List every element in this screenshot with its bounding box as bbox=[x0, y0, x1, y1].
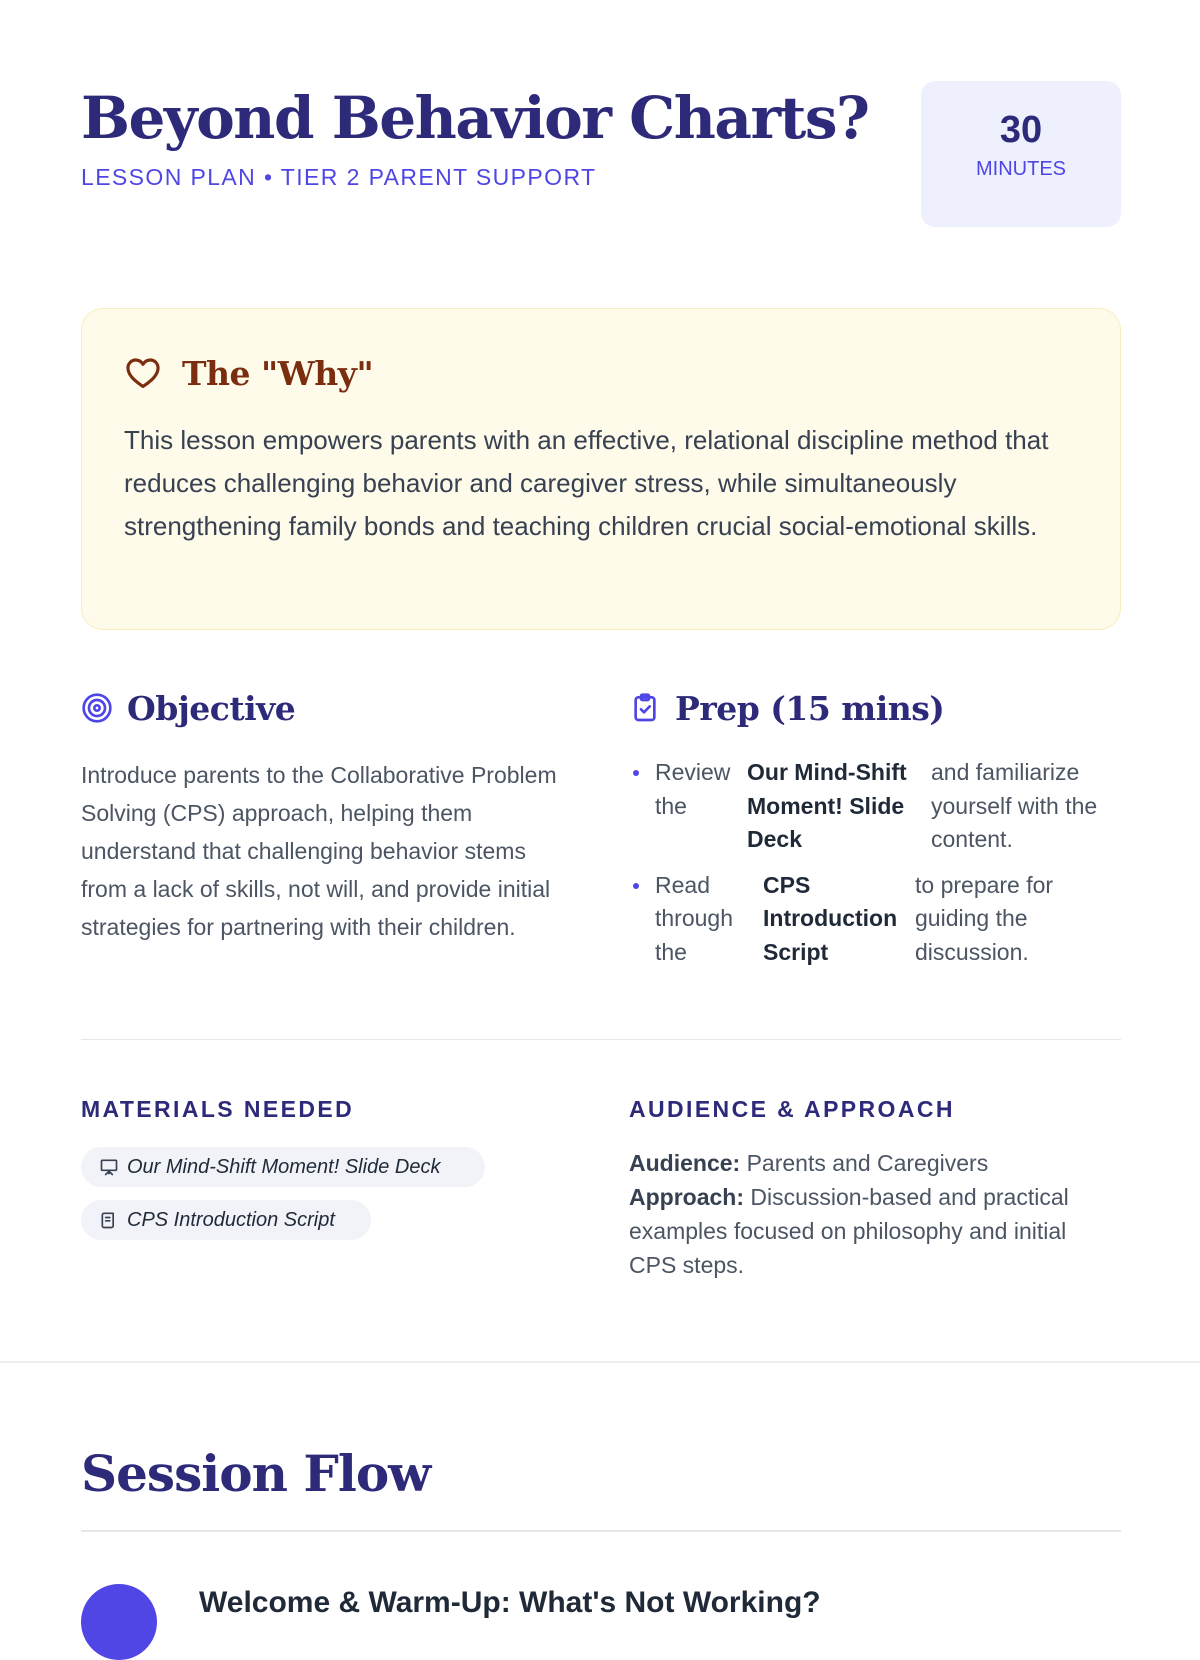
prep-list bbox=[629, 756, 1121, 981]
audience-line bbox=[629, 1146, 1119, 1180]
duration-badge bbox=[921, 81, 1121, 227]
prep-item-rest: and familiarize yourself with the content. bbox=[931, 759, 1098, 852]
duration-unit: MINUTES bbox=[976, 158, 1066, 180]
approach-key: Approach: bbox=[629, 1184, 744, 1210]
objective-title: Objective bbox=[127, 688, 296, 728]
section-divider bbox=[81, 1039, 1121, 1040]
prep-item-rest: to prepare for guiding the discussion. bbox=[915, 871, 1054, 965]
audience-value: Parents and Caregivers bbox=[746, 1150, 989, 1176]
prep-item bbox=[629, 869, 1121, 970]
page-subtitle: LESSON PLAN • TIER 2 PARENT SUPPORT bbox=[81, 164, 597, 190]
objective-body: Introduce parents to the Collaborative Problem Solving (CPS) approach, helping them understand that challenging behavior stems from a lack of skills, not will, and provide initial strategies for partnering with their children. bbox=[81, 762, 557, 940]
approach-value: Discussion-based and practical examples focused on philosophy and initial CPS steps. bbox=[629, 1184, 1069, 1278]
approach-line bbox=[629, 1180, 1119, 1282]
clipboard-check-icon bbox=[629, 692, 661, 724]
why-heading bbox=[124, 351, 373, 395]
objective-heading bbox=[81, 686, 295, 730]
page-section-rule bbox=[0, 1361, 1200, 1363]
header bbox=[81, 84, 1121, 234]
audience-key: Audience: bbox=[629, 1150, 741, 1176]
target-icon bbox=[81, 692, 113, 724]
material-label: CPS Introduction Script bbox=[127, 1208, 335, 1231]
why-body: This lesson empowers parents with an effective, relational discipline method that reduces challenging behavior and caregiver stress, while simultaneously strengthening family bonds and teaching children crucial social-emotional skills. bbox=[124, 425, 1049, 541]
material-label: Our Mind-Shift Moment! Slide Deck bbox=[127, 1155, 441, 1178]
prep-heading bbox=[629, 686, 944, 730]
why-callout bbox=[81, 308, 1121, 630]
prep-item-resource: CPS Introduction Script bbox=[763, 871, 898, 965]
session-flow-divider bbox=[81, 1530, 1121, 1532]
step-title: Welcome & Warm-Up: What's Not Working? bbox=[199, 1586, 821, 1619]
why-title: The "Why" bbox=[182, 353, 374, 393]
prep-item-lead: Read through the bbox=[655, 871, 734, 965]
prep-item bbox=[629, 756, 1121, 857]
duration-value: 30 bbox=[999, 109, 1043, 151]
session-flow-title: Session Flow bbox=[81, 1444, 431, 1503]
material-chip bbox=[81, 1200, 371, 1240]
presentation-icon bbox=[99, 1157, 119, 1177]
audience-body bbox=[629, 1146, 1119, 1282]
prep-item-resource: Our Mind-Shift Moment! Slide Deck bbox=[747, 759, 907, 852]
bullet-icon bbox=[633, 883, 639, 889]
materials-label: MATERIALS NEEDED bbox=[81, 1096, 355, 1122]
page-title: Beyond Behavior Charts? bbox=[81, 84, 869, 152]
prep-title: Prep (15 mins) bbox=[675, 688, 945, 728]
material-chip bbox=[81, 1147, 485, 1187]
step-number-badge bbox=[81, 1584, 157, 1660]
script-icon bbox=[99, 1210, 119, 1230]
prep-item-lead: Review the bbox=[655, 759, 731, 819]
bullet-icon bbox=[633, 770, 639, 776]
audience-label: AUDIENCE & APPROACH bbox=[629, 1096, 955, 1122]
heart-icon bbox=[124, 354, 162, 392]
